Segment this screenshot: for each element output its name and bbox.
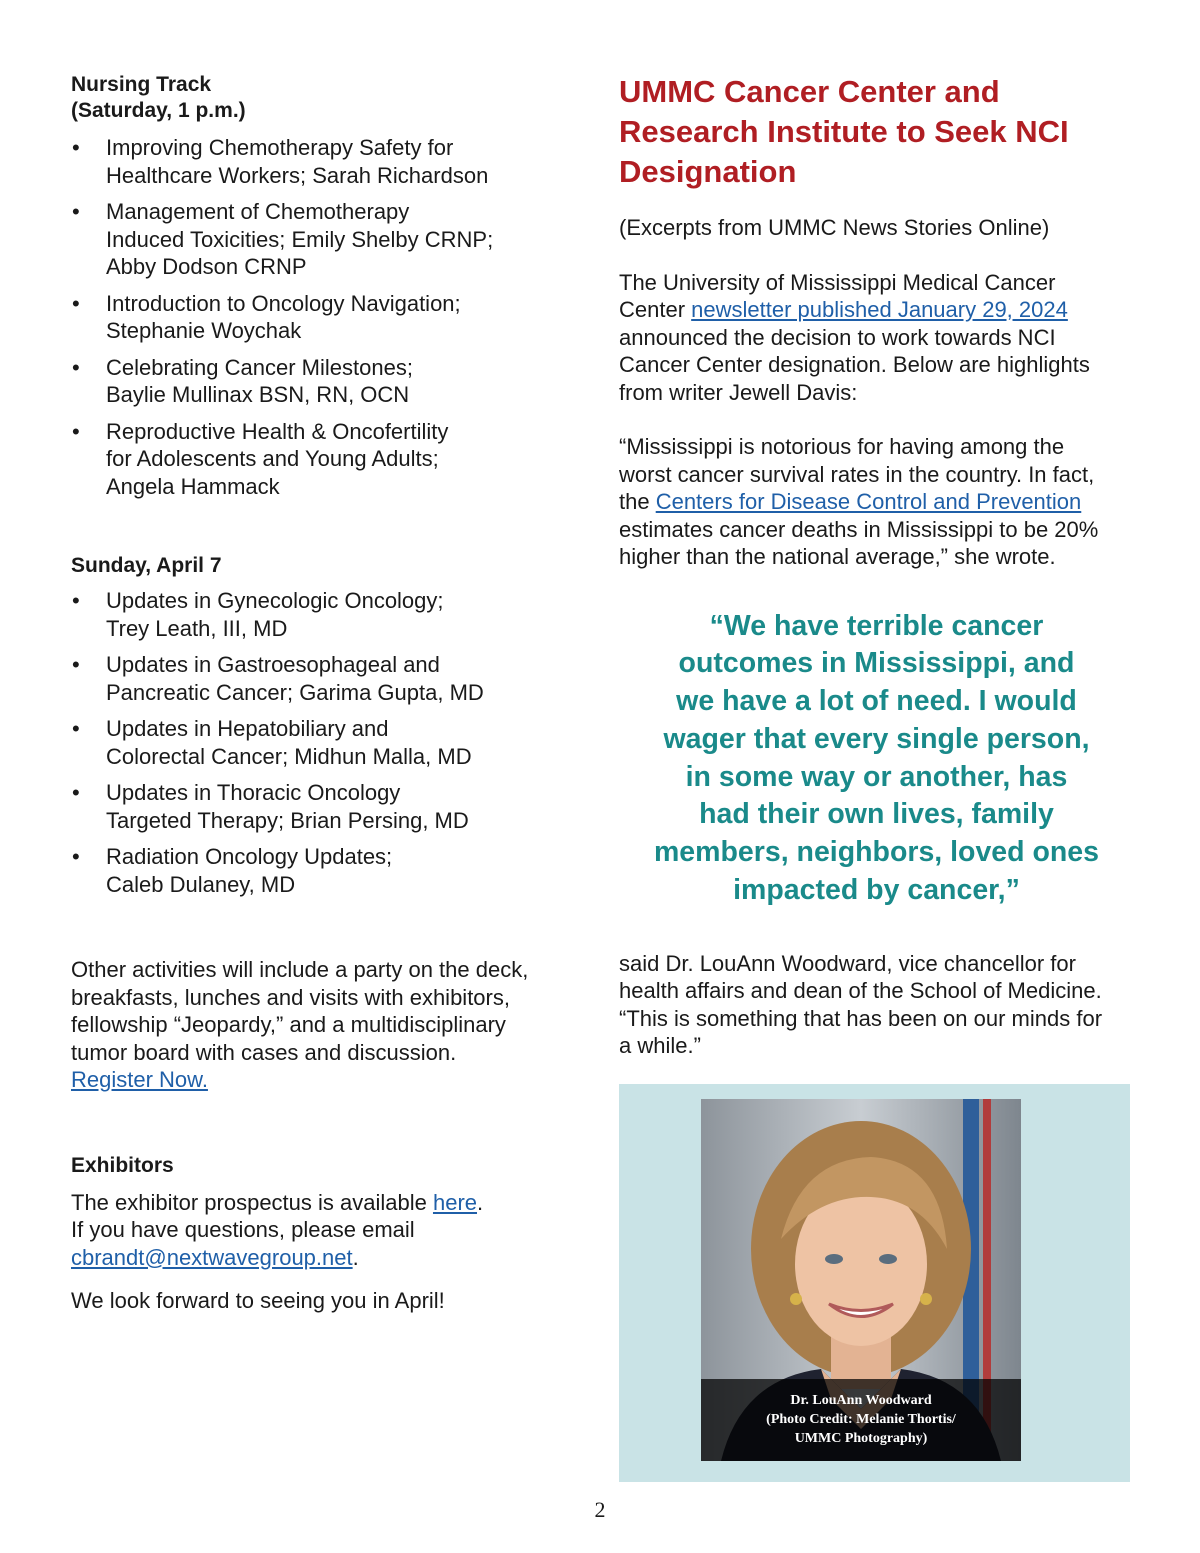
attribution-paragraph: said Dr. LouAnn Woodward, vice chancellor for health affairs and dean of the School of Medicine. “This is something that has been on our minds for a while.” <box>619 950 1103 1059</box>
intro-paragraph: The University of Mississippi Medical Cancer Center newsletter published January 29, 2024 announced the decision to work towards NCI Cancer Center designation. Below are highlights from writer Jewell Davis: <box>619 269 1090 405</box>
nursing-track-list <box>71 134 571 500</box>
page-number: 2 <box>594 1497 606 1522</box>
bullet-icon: • <box>72 135 80 160</box>
excerpt-note: (Excerpts from UMMC News Stories Online) <box>619 215 1050 240</box>
list-item: • Introduction to Oncology Navigation; Stephanie Woychak <box>72 290 461 343</box>
bullet-icon: • <box>72 844 80 869</box>
email-link[interactable]: cbrandt@nextwavegroup.net <box>71 1244 353 1270</box>
list-item: • Updates in Gastroesophageal and Pancreatic Cancer; Garima Gupta, MD <box>72 652 484 705</box>
register-now-link[interactable]: Register Now. <box>71 1067 208 1092</box>
list-item: • Reproductive Health & Oncofertility for Adolescents and Young Adults; Angela Hammack <box>72 418 449 499</box>
exhibitors-paragraph: The exhibitor prospectus is available here. If you have questions, please email cbrandt@nextwavegroup.net. <box>71 1189 484 1270</box>
list-item: • Updates in Thoracic Oncology Targeted Therapy; Brian Persing, MD <box>72 780 469 833</box>
newsletter-link[interactable]: newsletter published January 29, 2024 <box>691 297 1068 322</box>
bullet-icon: • <box>72 418 80 444</box>
list-item: • Updates in Hepatobiliary and Colorectal Cancer; Midhun Malla, MD <box>72 716 472 769</box>
bullet-icon: • <box>72 588 80 613</box>
list-item: • Radiation Oncology Updates; Caleb Dulaney, MD <box>72 844 393 897</box>
exhibitors-heading: Exhibitors <box>71 1153 174 1177</box>
bullet-icon: • <box>72 290 80 316</box>
cdc-link[interactable]: Centers for Disease Control and Prevention <box>655 489 1082 514</box>
sunday-list <box>71 587 571 898</box>
closing-text: We look forward to seeing you in April! <box>71 1288 445 1313</box>
bullet-icon: • <box>72 354 80 380</box>
bullet-icon: • <box>72 716 80 741</box>
bullet-icon: • <box>72 199 80 224</box>
sunday-heading: Sunday, April 7 <box>71 554 222 577</box>
nursing-track-heading: Nursing Track (Saturday, 1 p.m.) <box>71 73 246 122</box>
bullet-icon: • <box>72 652 80 677</box>
portrait-photo <box>701 1099 1021 1461</box>
other-activities-paragraph: Other activities will include a party on the deck, breakfasts, lunches and visits with exhibitors, fellowship “Jeopardy,” and a multidisciplinary tumor board with cases and discussion. Register Now. <box>71 957 529 1092</box>
list-item: • Management of Chemotherapy Induced Toxicities; Emily Shelby CRNP; Abby Dodson CRNP <box>72 199 494 279</box>
article-title: UMMC Cancer Center and Research Institute to Seek NCI Designation <box>619 74 1069 189</box>
list-item: • Celebrating Cancer Milestones; Baylie Mullinax BSN, RN, OCN <box>72 354 413 407</box>
sunday-section <box>71 553 571 898</box>
left-column <box>71 72 571 1315</box>
list-item: • Updates in Gynecologic Oncology; Trey Leath, III, MD <box>72 588 444 641</box>
exhibitors-section <box>71 1153 571 1315</box>
list-item: • Improving Chemotherapy Safety for Healthcare Workers; Sarah Richardson <box>72 135 489 188</box>
pull-quote: “We have terrible cancer outcomes in Mississippi, and we have a lot of need. I would wager that every single person, in some way or another, has had their own lives, family members, neighbors, loved ones impacted by cancer,” <box>653 609 1100 907</box>
prospectus-link[interactable]: here <box>432 1189 478 1215</box>
photo-caption: Dr. LouAnn Woodward (Photo Credit: Melanie Thortis/ UMMC Photography) <box>701 1379 1021 1461</box>
photo-panel <box>619 1084 1130 1482</box>
bullet-icon: • <box>72 780 80 805</box>
right-column <box>619 72 1134 1060</box>
nursing-track-section <box>71 72 571 500</box>
statistics-paragraph: “Mississippi is notorious for having among the worst cancer survival rates in the country. In fact, the Centers for Disease Control and Prevention estimates cancer deaths in Mississippi to be 20% higher than the national average,” she wrote. <box>619 434 1099 569</box>
